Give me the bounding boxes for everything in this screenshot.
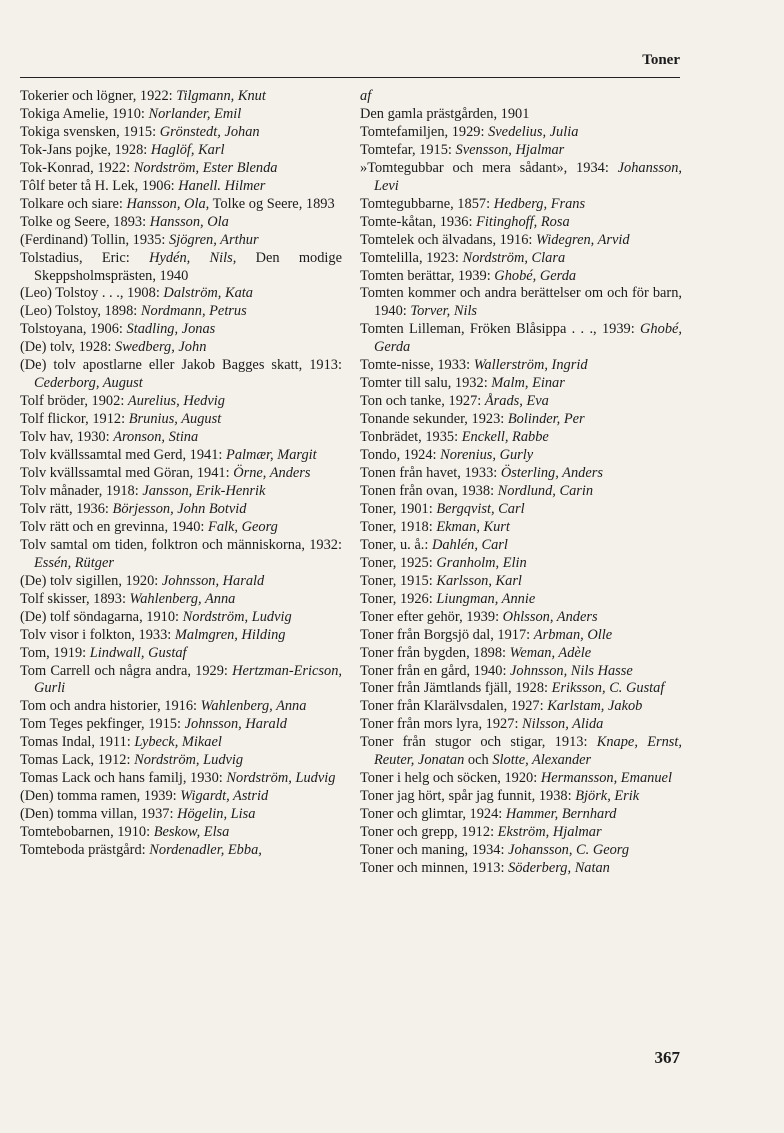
entry-title: Tomtelek och älvadans, 1916: [360, 231, 537, 248]
entry-title: Tokerier och lögner, 1922: [20, 88, 177, 104]
index-entry [20, 357, 342, 393]
entry-author: Johansson, Levi [374, 159, 682, 194]
entry-title: Ton och tanke, 1927: [360, 393, 485, 410]
index-entry [360, 537, 682, 555]
entry-author: Söderberg, Natan [508, 859, 610, 876]
entry-author: Nilsson, Alida [522, 716, 604, 733]
index-entry [20, 429, 342, 447]
entry-title: »Tomtegubbar och mera sådant», 1934: [360, 159, 618, 176]
index-entry [20, 752, 342, 770]
entry-title: Den gamla prästgården, 1901 [360, 105, 530, 122]
index-entry [360, 465, 682, 483]
index-entry [360, 196, 682, 214]
page-number: 367 [654, 1048, 680, 1067]
entry-title: Tolstoyana, 1906: [20, 321, 127, 338]
entry-author: Hansson, Ola, [126, 195, 210, 212]
index-entry [360, 573, 682, 591]
index-entry [20, 250, 342, 286]
entry-author: Swedberg, John [115, 339, 207, 356]
entry-author: Knape, Ernst, Reuter, Jonatan [374, 734, 682, 769]
entry-title: Tolv visor i folkton, 1933: [20, 626, 175, 643]
entry-title: Tolv rätt, 1936: [20, 500, 113, 517]
entry-title: Toner i helg och söcken, 1920: [360, 770, 541, 787]
entry-author: Bolinder, Per [507, 411, 585, 428]
index-entry [20, 447, 342, 465]
index-entry [360, 88, 682, 106]
index-entry [20, 806, 342, 824]
entry-title: Tolf skisser, 1893: [20, 590, 130, 607]
right-column [360, 88, 682, 878]
entry-author: Widegren, Arvid [536, 231, 630, 248]
entry-title: Tomter till salu, 1932: [360, 375, 492, 392]
index-entry [20, 160, 342, 178]
entry-author: Ghobé, Gerda [494, 267, 577, 284]
entry-author: Johnsson, Harald [161, 572, 265, 589]
index-entry [360, 375, 682, 393]
index-entry [20, 501, 342, 519]
entry-title: Toner och maning, 1934: [360, 842, 509, 859]
entry-title: Tomten Lilleman, Fröken Blåsippa . . ., 1939: [360, 321, 641, 338]
running-head-title: Toner [642, 52, 680, 68]
entry-author: Granholm, Elin [436, 554, 527, 571]
entry-author: Hedberg, Frans [493, 195, 586, 212]
index-entry [360, 268, 682, 286]
entry-author: Nordström, Ludvig [226, 770, 336, 787]
index-entry [360, 824, 682, 842]
index-entry [20, 788, 342, 806]
index-entry [20, 465, 342, 483]
entry-author: Örne, Anders [233, 465, 311, 482]
entry-author: Ghobé, Gerda [374, 321, 682, 356]
entry-title: Tomte-nisse, 1933: [360, 357, 474, 374]
index-entry [360, 716, 682, 734]
entry-author: Johnsson, Nils Hasse [510, 662, 633, 679]
entry-author: Enckell, Rabbe [461, 429, 549, 446]
index-entry [20, 285, 342, 303]
entry-title: Tomteboda prästgård: [20, 842, 150, 859]
entry-title: Toner från Jämtlands fjäll, 1928: [360, 680, 552, 697]
entry-title: Toner från Borgsjö dal, 1917: [360, 626, 534, 643]
entry-author: Hermansson, Emanuel [540, 770, 672, 787]
index-entry [20, 770, 342, 788]
index-entry [360, 698, 682, 716]
entry-title: Tomtefar, 1915: [360, 141, 456, 158]
index-entry [360, 393, 682, 411]
entry-author: Högelin, Lisa [177, 806, 256, 823]
entry-author: Aronson, Stina [113, 429, 199, 446]
index-entry [360, 609, 682, 627]
index-entry [20, 627, 342, 645]
index-entry [360, 321, 682, 357]
entry-author: Bergqvist, Carl [436, 500, 525, 517]
entry-suffix: Den modige Skeppsholmsprästen, 1940 [34, 249, 343, 284]
entry-author: Dahlén, Carl [431, 536, 508, 553]
index-entry [20, 645, 342, 663]
index-entry [360, 250, 682, 268]
index-entry [20, 609, 342, 627]
entry-author: Slotte, Alexander [492, 752, 592, 769]
entry-title: Tomas Lack och hans familj, 1930: [20, 770, 227, 787]
index-entry [20, 842, 342, 860]
entry-author: Liungman, Annie [436, 590, 536, 607]
page-header [20, 52, 680, 74]
entry-author: Falk, Georg [208, 518, 278, 535]
index-entry [360, 411, 682, 429]
entry-title: Toner och grepp, 1912: [360, 824, 498, 841]
entry-author: Karlstam, Jakob [547, 698, 643, 715]
entry-author: Malmgren, Hilding [174, 626, 286, 643]
index-entry [20, 88, 342, 106]
entry-author: Haglöf, Karl [150, 141, 225, 158]
index-entry [360, 770, 682, 788]
index-entry [20, 142, 342, 160]
index-entry [20, 339, 342, 357]
entry-author: Jansson, Erik-Henrik [142, 482, 266, 499]
entry-title: Tokiga Amelie, 1910: [20, 105, 149, 122]
header-rule [20, 77, 680, 78]
entry-author: Lybeck, Mikael [134, 734, 222, 751]
entry-author: Nordström, Clara [462, 249, 566, 266]
entry-title: Tonande sekunder, 1923: [360, 411, 508, 428]
entry-title: Tolv rätt och en grevinna, 1940: [20, 518, 209, 535]
entry-author: Årads, Eva [484, 393, 549, 410]
entry-author: Eriksson, C. Gustaf [551, 680, 665, 697]
entry-author: Björk, Erik [575, 788, 640, 805]
entry-author: Ekström, Hjalmar [497, 824, 602, 841]
index-entry [360, 357, 682, 375]
index-entry [360, 734, 682, 770]
entry-title: Tolv månader, 1918: [20, 482, 143, 499]
entry-author: Svedelius, Julia [488, 123, 579, 140]
entry-title: Toner jag hört, spår jag funnit, 1938: [360, 788, 576, 805]
index-entry [20, 393, 342, 411]
index-entry [360, 663, 682, 681]
entry-author: Norenius, Gurly [440, 447, 534, 464]
entry-title: Tok-Konrad, 1922: [20, 159, 134, 176]
index-entry [20, 196, 342, 214]
entry-title: Tokiga svensken, 1915: [20, 123, 160, 140]
entry-title: (De) tolf söndagarna, 1910: [20, 608, 183, 625]
entry-title: Tonen från havet, 1933: [360, 465, 501, 482]
entry-title: Tolf bröder, 1902: [20, 393, 128, 410]
entry-title: Tonbrädet, 1935: [360, 429, 462, 446]
entry-author: Hydén, Nils, [149, 249, 237, 266]
entry-title: (Leo) Tolstoy, 1898: [20, 303, 141, 320]
entry-title: Toner, 1901: [360, 500, 437, 517]
index-entry [20, 303, 342, 321]
index-entry [360, 142, 682, 160]
entry-title: Toner från Klarälvsdalen, 1927: [360, 698, 548, 715]
entry-title: (Leo) Tolstoy . . ., 1908: [20, 285, 164, 302]
entry-title: Tolv kvällssamtal med Gerd, 1941: [20, 447, 227, 464]
index-entry [20, 716, 342, 734]
entry-author: Tilgmann, Knut [176, 88, 266, 104]
index-entry [360, 483, 682, 501]
entry-title: Toner från bygden, 1898: [360, 644, 510, 661]
index-entry [360, 447, 682, 465]
entry-title: Tomten kommer och andra berättelser om och för barn, 1940: [360, 285, 682, 320]
entry-author: Norlander, Emil [148, 105, 242, 122]
index-entry [360, 806, 682, 824]
index-entry [360, 555, 682, 573]
index-entry [360, 591, 682, 609]
entry-title: Tom Carrell och några andra, 1929: [20, 662, 233, 679]
entry-title: (De) tolv apostlarne eller Jakob Bagges skatt, 1913: [20, 357, 342, 374]
entry-suffix: och [464, 752, 493, 769]
index-entry [360, 680, 682, 698]
entry-title: Tolstadius, Eric: [20, 249, 150, 266]
index-entry [20, 232, 342, 250]
entry-author: Hertzman-Ericson, Gurli [34, 662, 342, 697]
entry-title: Toner, 1915: [360, 572, 437, 589]
index-entry [20, 734, 342, 752]
entry-author: Hammer, Bernhard [505, 806, 617, 823]
entry-title: Tomas Indal, 1911: [20, 734, 135, 751]
entry-author: Hanell. Hilmer [178, 177, 266, 194]
left-column [20, 88, 342, 860]
entry-title: Tôlf beter tå H. Lek, 1906: [20, 177, 179, 194]
entry-title: Toner och glimtar, 1924: [360, 806, 506, 823]
entry-title: (De) tolv, 1928: [20, 339, 115, 356]
entry-title: Tomas Lack, 1912: [20, 752, 135, 769]
entry-title: Toner från en gård, 1940: [360, 662, 511, 679]
entry-author: Lindwall, Gustaf [89, 644, 187, 661]
index-entry [360, 860, 682, 878]
entry-title: Tok-Jans pojke, 1928: [20, 141, 151, 158]
index-entry [360, 285, 682, 321]
index-entry [20, 321, 342, 339]
entry-title: Tolv hav, 1930: [20, 429, 114, 446]
entry-author: Nordström, Ludvig [134, 752, 244, 769]
entry-title: Tolv kvällssamtal med Göran, 1941: [20, 465, 234, 482]
entry-author: Wahlenberg, Anna [200, 698, 307, 715]
entry-title: Tomte-kåtan, 1936: [360, 213, 477, 230]
index-entry [20, 483, 342, 501]
entry-author: Sjögren, Arthur [169, 231, 259, 248]
index-entry [20, 591, 342, 609]
entry-title: Tom Teges pekfinger, 1915: [20, 716, 185, 733]
entry-title: Toner från mors lyra, 1927: [360, 716, 523, 733]
entry-title: Toner efter gehör, 1939: [360, 608, 503, 625]
entry-author: Arbman, Olle [533, 626, 613, 643]
entry-author: Svensson, Hjalmar [455, 141, 565, 158]
index-entry [20, 178, 342, 196]
entry-author: Karlsson, Karl [436, 572, 522, 589]
entry-suffix: Tolke og Seere, 1893 [209, 195, 335, 212]
index-entry [360, 124, 682, 142]
entry-title: Tolf flickor, 1912: [20, 411, 129, 428]
entry-author: Torver, Nils [410, 303, 478, 320]
index-entry [360, 842, 682, 860]
entry-author: Stadling, Jonas [126, 321, 216, 338]
entry-author: Johnsson, Harald [184, 716, 287, 733]
index-entry [20, 663, 342, 699]
entry-author: Weman, Adèle [509, 644, 592, 661]
entry-title: Toner, 1926: [360, 590, 437, 607]
entry-title: Tom och andra historier, 1916: [20, 698, 201, 715]
index-entry [360, 519, 682, 537]
entry-title: (Den) tomma ramen, 1939: [20, 788, 181, 805]
index-entry [20, 106, 342, 124]
index-entry [20, 124, 342, 142]
entry-author: Malm, Einar [491, 375, 565, 392]
entry-author: Wahlenberg, Anna [129, 590, 236, 607]
index-entry [20, 573, 342, 591]
entry-author: Grönstedt, Johan [159, 123, 260, 140]
entry-title: Tomtefamiljen, 1929: [360, 123, 489, 140]
entry-author: Nordlund, Carin [497, 482, 594, 499]
index-entry [20, 214, 342, 232]
entry-title: Tolkare och siare: [20, 195, 127, 212]
index-entry [360, 160, 682, 196]
index-entry [360, 501, 682, 519]
entry-title: Tolke og Seere, 1893: [20, 213, 150, 230]
index-entry [20, 519, 342, 537]
index-entry [360, 232, 682, 250]
entry-author: Fitinghoff, Rosa [476, 213, 570, 230]
entry-author: Nordström, Ludvig [182, 608, 292, 625]
entry-title: Toner, 1925: [360, 554, 437, 571]
entry-author: af [360, 88, 372, 104]
index-entry [360, 429, 682, 447]
entry-title: Tolv samtal om tiden, folktron och människorna, 1932: [20, 536, 342, 553]
entry-author: Essén, Rütger [34, 554, 114, 571]
index-entry [360, 106, 682, 124]
entry-author: Dalström, Kata [163, 285, 253, 302]
entry-title: Toner, u. å.: [360, 536, 432, 553]
entry-author: Nordenadler, Ebba, [149, 842, 262, 859]
entry-title: Tomtebobarnen, 1910: [20, 824, 154, 841]
entry-author: Nordmann, Petrus [140, 303, 247, 320]
entry-author: Hansson, Ola [149, 213, 229, 230]
index-entry [360, 645, 682, 663]
entry-author: Ohlsson, Anders [502, 608, 598, 625]
entry-author: Börjesson, John Botvid [112, 500, 247, 517]
entry-author: Wallerström, Ingrid [473, 357, 588, 374]
entry-author: Johansson, C. Georg [508, 842, 630, 859]
entry-author: Ekman, Kurt [436, 518, 510, 535]
entry-title: Toner och minnen, 1913: [360, 859, 509, 876]
entry-title: Tondo, 1924: [360, 447, 441, 464]
entry-author: Wigardt, Astrid [180, 788, 269, 805]
index-entry [360, 788, 682, 806]
entry-author: Brunius, August [128, 411, 222, 428]
entry-title: Tonen från ovan, 1938: [360, 482, 498, 499]
entry-author: Beskow, Elsa [153, 824, 230, 841]
entry-author: Österling, Anders [500, 465, 603, 482]
index-entry [20, 698, 342, 716]
entry-title: Toner från stugor och stigar, 1913: [360, 734, 597, 751]
index-entry [20, 411, 342, 429]
entry-title: Tom, 1919: [20, 644, 90, 661]
entry-title: Tomten berättar, 1939: [360, 267, 495, 284]
index-entry [360, 214, 682, 232]
entry-title: (De) tolv sigillen, 1920: [20, 572, 162, 589]
index-entry [360, 627, 682, 645]
entry-title: Tomtelilla, 1923: [360, 249, 463, 266]
entry-author: Aurelius, Hedvig [127, 393, 225, 410]
entry-title: (Ferdinand) Tollin, 1935: [20, 231, 170, 248]
entry-title: Tomtegubbarne, 1857: [360, 195, 494, 212]
entry-title: (Den) tomma villan, 1937: [20, 806, 178, 823]
index-entry [20, 824, 342, 842]
entry-author: Cederborg, August [34, 375, 143, 392]
entry-author: Nordström, Ester Blenda [133, 159, 278, 176]
entry-author: Palmær, Margit [226, 447, 317, 464]
index-entry [20, 537, 342, 573]
entry-title: Toner, 1918: [360, 518, 437, 535]
